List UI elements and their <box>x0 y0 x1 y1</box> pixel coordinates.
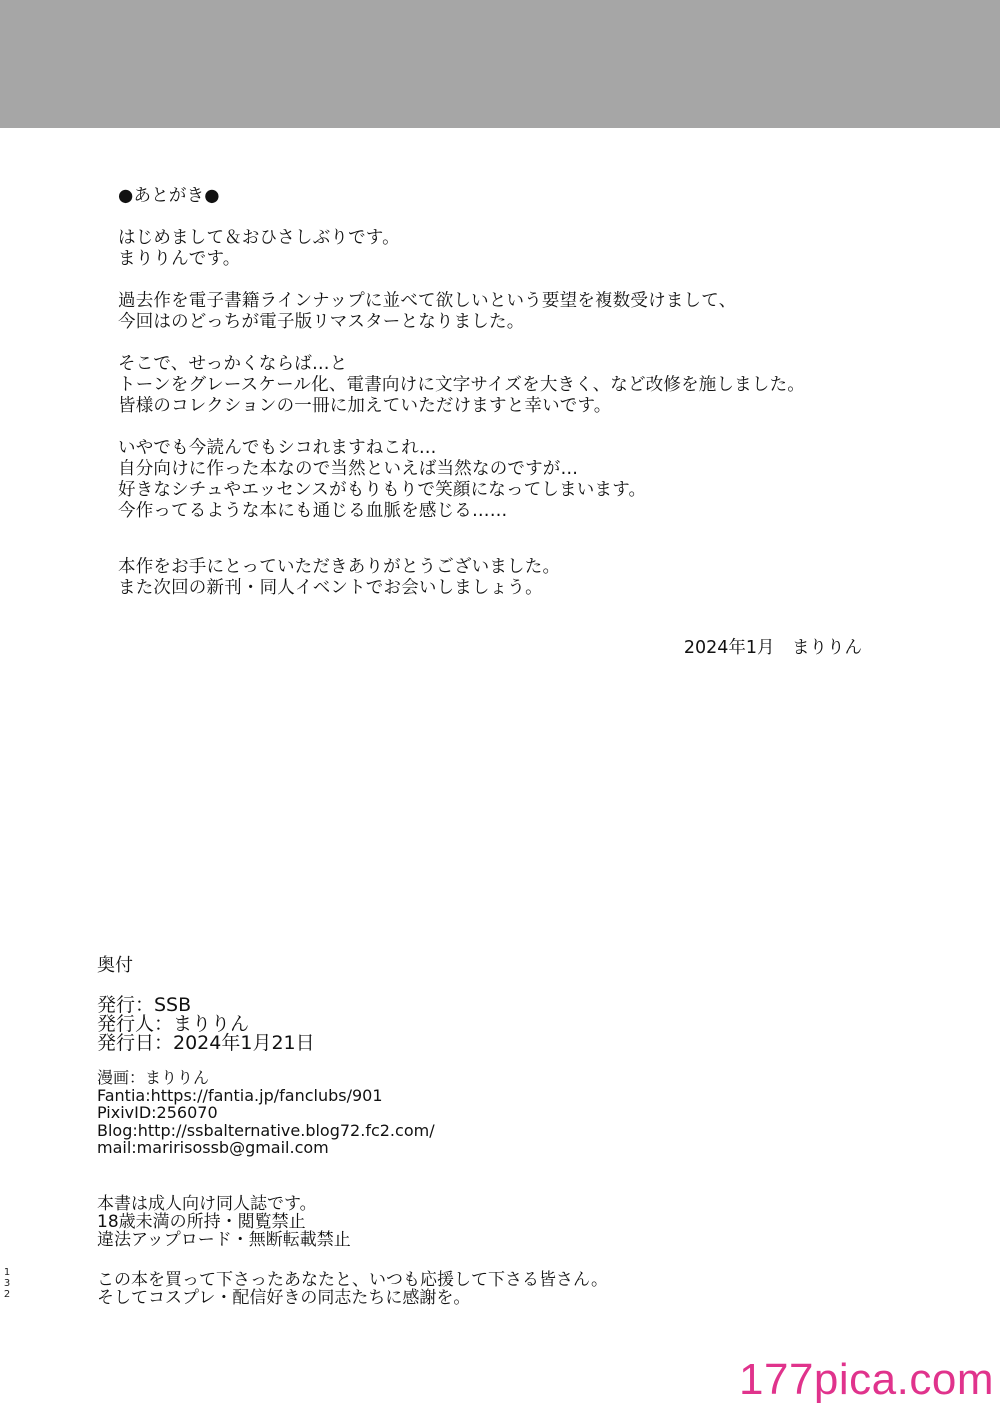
afterword-paragraph <box>118 291 878 333</box>
text-line: はじめまして＆おひさしぶりです。 <box>118 228 400 248</box>
text-line: 今回はのどっちが電子版リマスターとなりました。 <box>118 312 525 332</box>
text-line: そこで、せっかくならば…と <box>118 354 348 374</box>
afterword-title: ●あとがき● <box>118 186 220 206</box>
notice-line: 本書は成人向け同人誌です。 <box>97 1193 317 1214</box>
text-line: 自分向けに作った本なので当然といえば当然なのですが… <box>118 459 579 479</box>
afterword-signature: 2024年1月 まりりん <box>683 638 862 658</box>
text-line: また次回の新刊・同人イベントでお会いしましょう。 <box>118 578 543 598</box>
text-line: 皆様のコレクションの一冊に加えていただけますと幸いです。 <box>118 396 612 416</box>
text-line: トーンをグレースケール化、電書向けに文字サイズを大きく、など改修を施しました。 <box>118 375 805 395</box>
colophon-title: 奥付 <box>97 955 133 976</box>
afterword-section <box>118 186 878 620</box>
header-band <box>0 0 1000 128</box>
watermark: 177pica.com <box>739 1355 994 1404</box>
publisher: 発行：SSB <box>97 994 192 1016</box>
notice-line: 18歳未満の所持・閲覧禁止 <box>97 1211 306 1232</box>
blog-link: Blog:http://ssbalternative.blog72.fc2.com/ <box>97 1120 435 1140</box>
fantia-link: Fantia:https://fantia.jp/fanclubs/901 <box>97 1085 383 1105</box>
afterword-heading <box>118 186 878 207</box>
thanks-line: この本を買って下さったあなたと、いつも応援して下さる皆さん。 <box>97 1269 609 1290</box>
colophon-section <box>97 957 657 1307</box>
publication-info <box>97 996 657 1053</box>
text-line: 本作をお手にとっていただきありがとうございました。 <box>118 557 561 577</box>
publisher-person: 発行人：まりりん <box>97 1013 250 1035</box>
artist-credit: 漫画：まりりん <box>97 1068 210 1087</box>
text-line: 過去作を電子書籍ラインナップに並べて欲しいという要望を複数受けまして、 <box>118 291 737 311</box>
thanks-message <box>97 1271 657 1307</box>
afterword-paragraph <box>118 557 878 599</box>
pixiv-id: PixivID:256070 <box>97 1103 218 1122</box>
thanks-line: そしてコスプレ・配信好きの同志たちに感謝を。 <box>97 1287 471 1308</box>
page-digit: 2 <box>3 1289 11 1300</box>
afterword-paragraph <box>118 228 878 270</box>
notice-line: 違法アップロード・無断転載禁止 <box>97 1229 351 1250</box>
text-line: いやでも今読んでもシコれますねこれ… <box>118 438 437 458</box>
contact-info <box>97 1069 657 1157</box>
text-line: 好きなシチュやエッセンスがもりもりで笑顔になってしまいます。 <box>118 480 647 500</box>
mail-address: mail:maririsossb@gmail.com <box>97 1138 329 1157</box>
page-digit: 3 <box>3 1278 11 1289</box>
text-line: 今作ってるような本にも通じる血脈を感じる…… <box>118 501 508 521</box>
text-line: まりりんです。 <box>118 249 241 269</box>
publish-date: 発行日：2024年1月21日 <box>97 1032 315 1054</box>
legal-notices <box>97 1195 657 1249</box>
page-number <box>2 1267 12 1300</box>
afterword-paragraph <box>118 438 878 522</box>
page-digit: 1 <box>3 1267 11 1278</box>
afterword-paragraph <box>118 354 878 417</box>
